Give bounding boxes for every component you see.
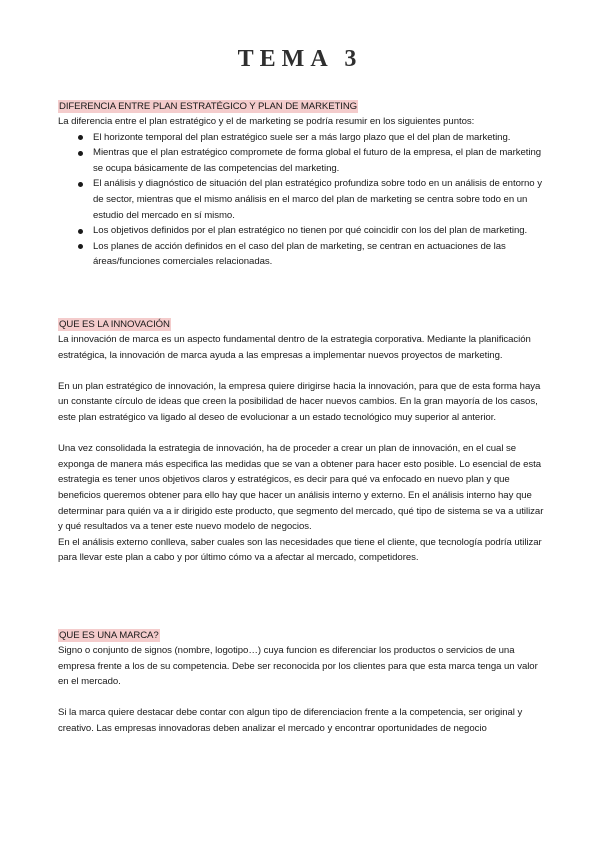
section-heading: QUE ES UNA MARCA?: [59, 630, 159, 641]
paragraph: Signo o conjunto de signos (nombre, logotipo…) cuya funcion es diferenciar los productos o servicios de una empresa frente a los de su competencia. Debe ser reconocida por los clientes para que esta marca tenga un valor en el mercado.: [58, 645, 538, 688]
list-item: El análisis y diagnóstico de situación del plan estratégico profundiza sobre todo en un análisis de entorno y de sector, mientras que el mismo análisis en el marco del plan de marketing se centra sobre todo en un estudio del mercado en sí mismo.: [58, 176, 550, 223]
paragraph: En el análisis externo conlleva, saber cuales son las necesidades que tiene el cliente, que tecnología podría utilizar para llevar este plan a cabo y por último cómo va a afectar al mercado, competidores.: [58, 536, 542, 564]
list-item: Mientras que el plan estratégico compromete de forma global el futuro de la empresa, el plan de marketing se ocupa básicamente de las competencias del marketing.: [58, 145, 550, 176]
list-item: El horizonte temporal del plan estratégico suele ser a más largo plazo que el del plan de marketing.: [58, 130, 550, 146]
section-heading: DIFERENCIA ENTRE PLAN ESTRATÉGICO Y PLAN DE MARKETING: [59, 101, 358, 112]
section-plan-difference: [58, 96, 550, 270]
page-title: TEMA 3: [237, 46, 363, 72]
section-intro: La diferencia entre el plan estratégico y el de marketing se podría resumir en los siguientes puntos:: [58, 116, 475, 127]
section-heading: QUE ES LA INNOVACIÓN: [59, 319, 170, 330]
paragraph: Si la marca quiere destacar debe contar con algun tipo de diferenciacion frente a la competencia, ser original y creativo. Las empresas innovadoras deben analizar el mercado y encontrar oportunidades de negocio: [58, 707, 523, 734]
paragraph: En un plan estratégico de innovación, la empresa quiere dirigirse hacia la innovación, para que de esta forma haya un constante círculo de ideas que creen la posibilidad de hacer nuevos cambios. En la gran mayoría de los casos, este plan estratégico va ligado al deseo de evolucionar a un estado tecnológico muy superior al anterior.: [58, 380, 541, 423]
paragraph: La innovación de marca es un aspecto fundamental dentro de la estrategia corporativa. Mediante la planificación estratégica, la innovación de marca ayuda a las empresas a implementar nuevos proyectos de marketing.: [58, 334, 531, 361]
paragraph: Una vez consolidada la estrategia de innovación, ha de proceder a crear un plan de innovación, en el cual se exponga de manera más especifica las medidas que se van a obtener para hacer esto posible. Lo esencial de esta estrategia es tener unos objetivos claros y estratégicos, es decir para qué va enfocado en nuevo plan y que beneficios queremos obtener para ello hay que hacer un análisis interno y externo. En el análisis interno hay que determinar para quién va a ir dirigido este producto, que segmento del mercado, qué tipo de sistema se va a utilizar y qué resultados va a tener este nuevo modelo de negocios.: [58, 443, 544, 533]
list-item: Los planes de acción definidos en el caso del plan de marketing, se centran en actuaciones de las áreas/funciones comerciales relacionadas.: [58, 239, 550, 270]
bullet-list: [58, 130, 550, 270]
section-brand: [58, 625, 550, 737]
list-item: Los objetivos definidos por el plan estratégico no tienen por qué coincidir con los del plan de marketing.: [58, 223, 550, 239]
section-innovation: [58, 314, 550, 566]
